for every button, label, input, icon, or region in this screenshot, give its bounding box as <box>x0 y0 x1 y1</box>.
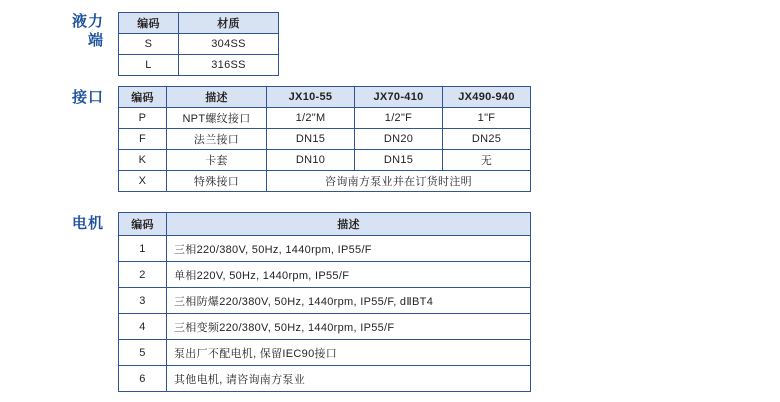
section-label-hydraulic-end <box>48 12 118 50</box>
column-header-description: 描述 <box>167 87 267 108</box>
table-row <box>119 314 531 340</box>
cell-description: 单相220V, 50Hz, 1440rpm, IP55/F <box>167 262 531 288</box>
cell-jx70-410: 1/2"F <box>355 108 443 129</box>
cell-jx10-55: 1/2"M <box>267 108 355 129</box>
cell-code: S <box>119 34 179 55</box>
cell-code: F <box>119 129 167 150</box>
cell-code: 6 <box>119 366 167 392</box>
table-header-row <box>119 213 531 236</box>
column-header-material: 材质 <box>179 13 279 34</box>
cell-description: 卡套 <box>167 150 267 171</box>
cell-code: 1 <box>119 236 167 262</box>
table-interface <box>118 86 531 192</box>
table-row <box>119 288 531 314</box>
column-header-code: 编码 <box>119 87 167 108</box>
table-row <box>119 171 531 192</box>
cell-jx490-940: 无 <box>443 150 531 171</box>
column-header-code: 编码 <box>119 13 179 34</box>
cell-material: 316SS <box>179 55 279 76</box>
cell-jx10-55: DN15 <box>267 129 355 150</box>
cell-code: 5 <box>119 340 167 366</box>
cell-code: L <box>119 55 179 76</box>
column-header-jx490-940: JX490-940 <box>443 87 531 108</box>
cell-description: 其他电机, 请咨询南方泵业 <box>167 366 531 392</box>
cell-description: 三相220/380V, 50Hz, 1440rpm, IP55/F <box>167 236 531 262</box>
column-header-jx10-55: JX10-55 <box>267 87 355 108</box>
section-label-hydraulic-end-line1: 液力 <box>71 13 104 30</box>
table-row <box>119 129 531 150</box>
cell-code: 2 <box>119 262 167 288</box>
column-header-code: 编码 <box>119 213 167 236</box>
cell-code: 4 <box>119 314 167 340</box>
column-header-description: 描述 <box>167 213 531 236</box>
column-header-jx70-410: JX70-410 <box>355 87 443 108</box>
section-label-motor: 电机 <box>71 215 104 232</box>
cell-description: NPT螺纹接口 <box>167 108 267 129</box>
cell-jx490-940: 1"F <box>443 108 531 129</box>
cell-description: 法兰接口 <box>167 129 267 150</box>
cell-description: 泵出厂不配电机, 保留IEC90接口 <box>167 340 531 366</box>
table-row <box>119 340 531 366</box>
cell-material: 304SS <box>179 34 279 55</box>
cell-code: P <box>119 108 167 129</box>
cell-code: 3 <box>119 288 167 314</box>
section-motor <box>48 212 531 392</box>
cell-note-special-interface: 咨询南方泵业并在订货时注明 <box>267 171 531 192</box>
cell-jx70-410: DN20 <box>355 129 443 150</box>
table-row <box>119 150 531 171</box>
table-row <box>119 34 279 55</box>
table-hydraulic-end <box>118 12 279 76</box>
table-row <box>119 366 531 392</box>
section-interface <box>48 86 531 192</box>
table-row <box>119 108 531 129</box>
section-label-hydraulic-end-line2: 端 <box>87 32 104 49</box>
cell-description: 三相变频220/380V, 50Hz, 1440rpm, IP55/F <box>167 314 531 340</box>
cell-code: X <box>119 171 167 192</box>
section-hydraulic-end <box>48 12 279 76</box>
table-row <box>119 262 531 288</box>
cell-description: 三相防爆220/380V, 50Hz, 1440rpm, IP55/F, dⅡBT4 <box>167 288 531 314</box>
table-motor <box>118 212 531 392</box>
cell-jx10-55: DN10 <box>267 150 355 171</box>
cell-description: 特殊接口 <box>167 171 267 192</box>
table-header-row <box>119 13 279 34</box>
cell-code: K <box>119 150 167 171</box>
cell-jx70-410: DN15 <box>355 150 443 171</box>
cell-jx490-940: DN25 <box>443 129 531 150</box>
table-row <box>119 55 279 76</box>
table-row <box>119 236 531 262</box>
section-label-interface: 接口 <box>71 89 104 106</box>
table-header-row <box>119 87 531 108</box>
